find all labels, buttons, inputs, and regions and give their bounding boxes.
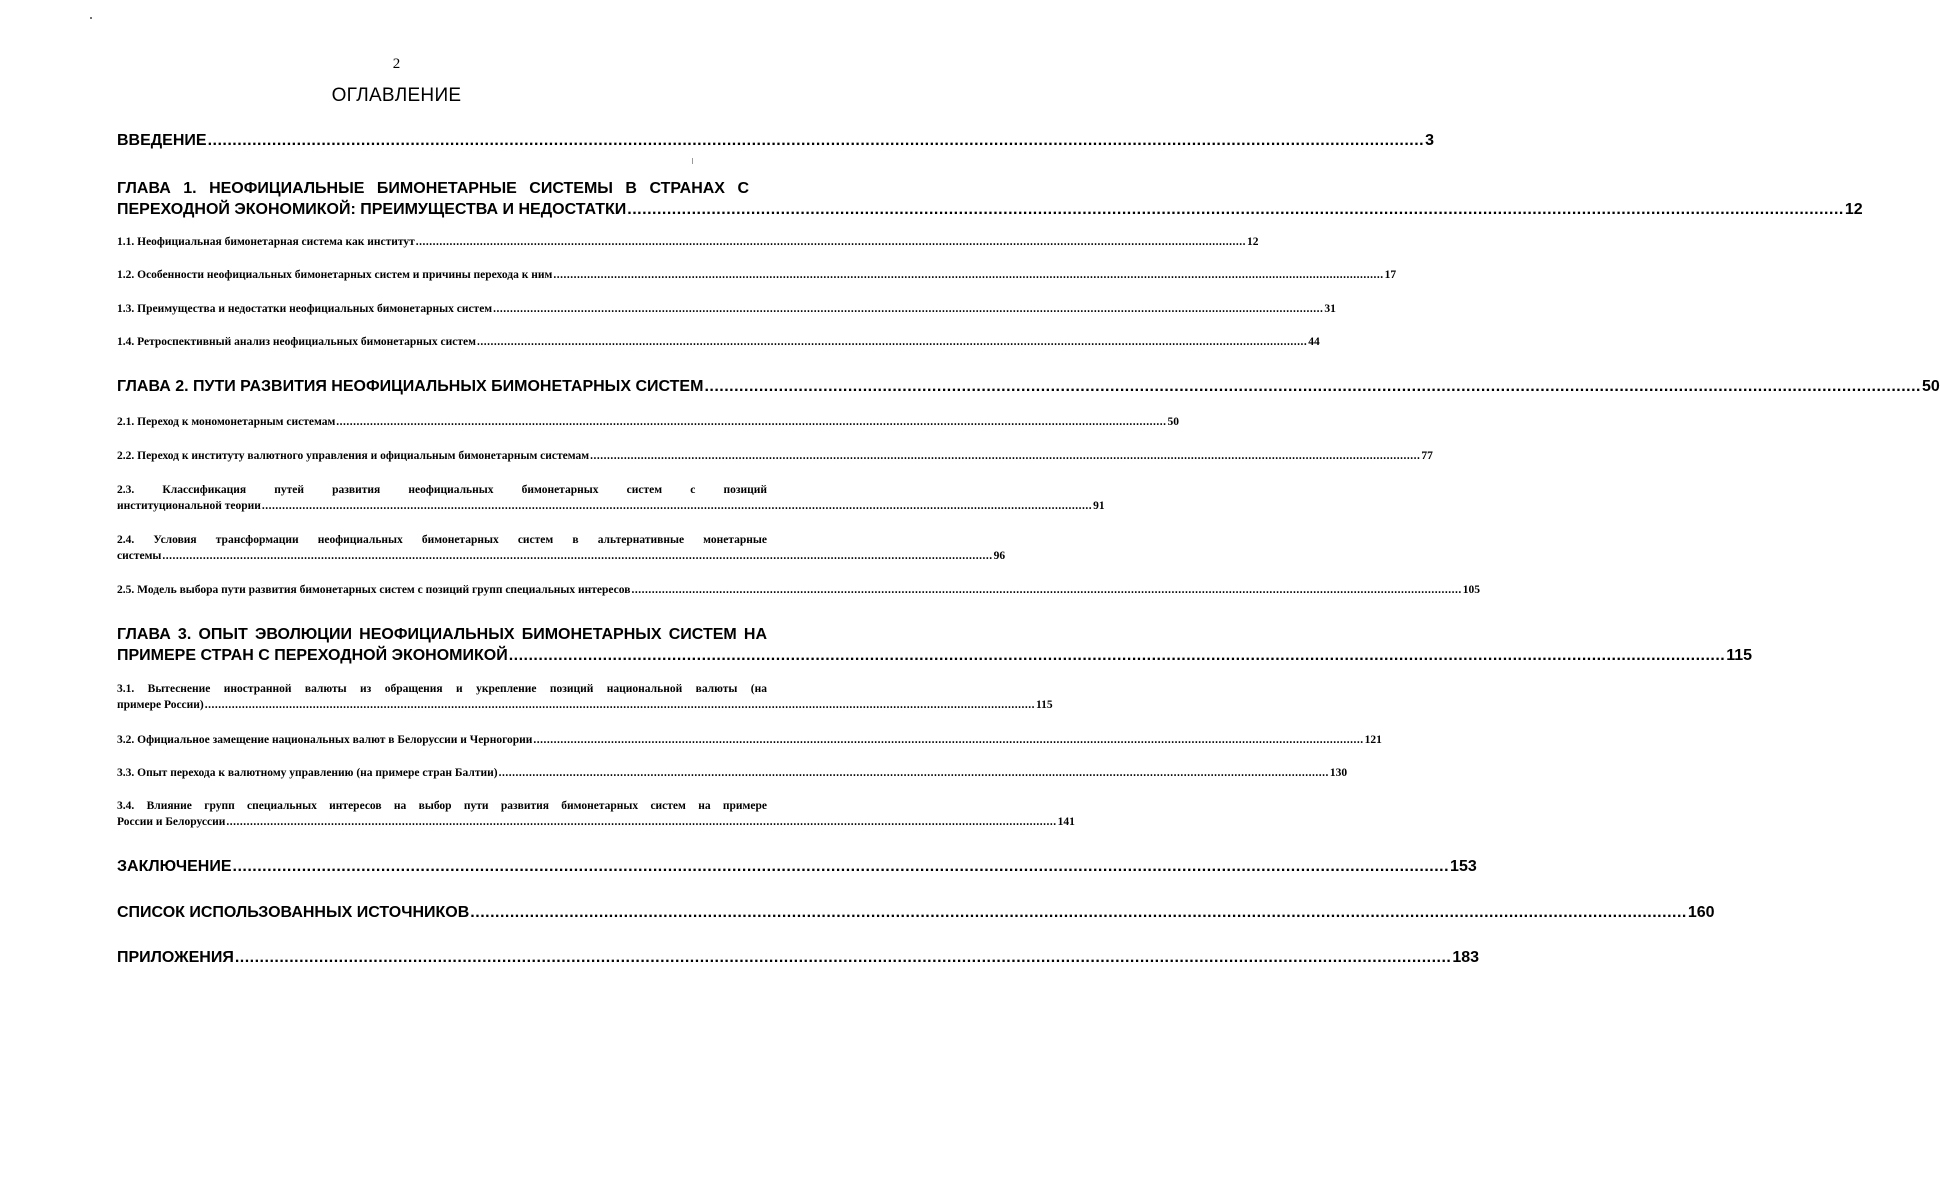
dot-leader: ...................................................................................................................................................................................................................................................... — [553, 269, 1384, 281]
toc-entry-label: ГЛАВА 2. ПУТИ РАЗВИТИЯ НЕОФИЦИАЛЬНЫХ БИМОНЕТАРНЫХ СИСТЕМ — [117, 378, 704, 395]
toc-entry-label: 2.4. Условия трансформации неофициальных бимонетарных систем в альтернативные монетарные — [117, 534, 767, 546]
toc-entry-label: ГЛАВА 1. НЕОФИЦИАЛЬНЫЕ БИМОНЕТАРНЫЕ СИСТЕМЫ В СТРАНАХ С — [117, 180, 749, 197]
toc-page-number: 44 — [1308, 336, 1320, 348]
toc-page-number: 31 — [1324, 303, 1336, 315]
dot-leader: ...................................................................................................................................................................................................................................................... — [590, 450, 1421, 462]
dot-leader: ...................................................................................................................................................................................................................................................... — [704, 378, 1921, 395]
toc-entry-label-cont: ПРИМЕРЕ СТРАН С ПЕРЕХОДНОЙ ЭКОНОМИКОЙ — [117, 647, 508, 664]
dot-leader: ...................................................................................................................................................................................................................................................... — [415, 236, 1247, 248]
page-title: ОГЛАВЛЕНИЕ — [331, 85, 462, 106]
toc-page-number: 96 — [993, 550, 1006, 562]
toc-page-number: 115 — [1036, 699, 1053, 711]
toc-entry-label: 3.4. Влияние групп специальных интересов на выбор пути развития бимонетарных систем на примере — [117, 800, 767, 812]
dot-leader: ...................................................................................................................................................................................................................................................... — [232, 858, 1450, 875]
toc-page-number: 12 — [1844, 201, 1863, 218]
toc-entry-section-3-1[interactable] — [117, 681, 1053, 713]
toc-entry-chapter-3[interactable] — [117, 624, 1753, 666]
toc-entry-section-2-2[interactable] — [117, 448, 1433, 464]
toc-entry-label: 3.1. Вытеснение иностранной валюты из обращения и укрепление позиций национальной валюты (на — [117, 683, 767, 695]
toc-entry-label-cont: системы — [117, 550, 162, 562]
toc-entry-label: ВВЕДЕНИЕ — [117, 132, 207, 149]
toc-entry-conclusion[interactable] — [117, 856, 1477, 877]
toc-entry-label: ПРИЛОЖЕНИЯ — [117, 949, 234, 966]
toc-entry-label: СПИСОК ИСПОЛЬЗОВАННЫХ ИСТОЧНИКОВ — [117, 904, 470, 921]
toc-page-number: 3 — [1425, 132, 1435, 149]
toc-page-number: 115 — [1726, 647, 1753, 664]
toc-entry-label: 2.5. Модель выбора пути развития бимонетарных систем с позиций групп специальных интересов — [117, 584, 631, 596]
dot-leader: ...................................................................................................................................................................................................................................................... — [627, 201, 1844, 218]
toc-entry-label: 3.2. Официальное замещение национальных валют в Белоруссии и Черногории — [117, 734, 533, 746]
dot-leader: ...................................................................................................................................................................................................................................................... — [336, 416, 1167, 428]
toc-page-number: 153 — [1450, 858, 1477, 875]
toc-entry-label: 2.3. Классификация путей развития неофициальных бимонетарных систем с позиций — [117, 484, 767, 496]
page-number: 2 — [392, 56, 401, 72]
toc-entry-label-cont: России и Белоруссии — [117, 816, 226, 828]
toc-entry-section-3-2[interactable] — [117, 732, 1382, 748]
toc-page-number: 12 — [1247, 236, 1259, 248]
toc-entry-label: 1.2. Особенности неофициальных бимонетарных систем и причины перехода к ним — [117, 269, 553, 281]
dot-leader: ...................................................................................................................................................................................................................................................... — [234, 949, 1452, 966]
toc-entry-section-2-5[interactable] — [117, 582, 1480, 598]
dot-leader: ...................................................................................................................................................................................................................................................... — [204, 699, 1035, 711]
toc-page-number: 121 — [1364, 734, 1382, 746]
toc-entry-chapter-2[interactable] — [117, 376, 1940, 397]
toc-entry-chapter-1[interactable] — [117, 178, 1863, 220]
toc-entry-section-2-1[interactable] — [117, 414, 1180, 430]
scan-speck — [90, 17, 92, 19]
toc-entry-section-3-4[interactable] — [117, 798, 1075, 830]
toc-entry-section-1-4[interactable] — [117, 334, 1320, 350]
toc-entry-label: ЗАКЛЮЧЕНИЕ — [117, 858, 232, 875]
dot-leader: ...................................................................................................................................................................................................................................................... — [261, 500, 1093, 512]
toc-entry-label: 1.3. Преимущества и недостатки неофициальных бимонетарных систем — [117, 303, 493, 315]
scan-mark — [692, 158, 693, 164]
toc-entry-section-1-2[interactable] — [117, 267, 1397, 283]
dot-leader: ...................................................................................................................................................................................................................................................... — [498, 767, 1329, 779]
toc-page-number: 50 — [1921, 378, 1940, 395]
toc-entry-introduction[interactable] — [117, 130, 1435, 151]
toc-page-number: 91 — [1093, 500, 1105, 512]
toc-entry-label: 2.2. Переход к институту валютного управления и официальным бимонетарным системам — [117, 450, 590, 462]
toc-entry-label: 2.1. Переход к мономонетарным системам — [117, 416, 336, 428]
dot-leader: ...................................................................................................................................................................................................................................................... — [493, 303, 1324, 315]
dot-leader: ...................................................................................................................................................................................................................................................... — [470, 904, 1687, 921]
toc-entry-section-2-3[interactable] — [117, 482, 1105, 514]
toc-entry-label: 1.1. Неофициальная бимонетарная система как институт — [117, 236, 415, 248]
toc-page-number: 183 — [1452, 949, 1480, 966]
toc-entry-section-2-4[interactable] — [117, 532, 1006, 564]
toc-page-number: 141 — [1057, 816, 1075, 828]
toc-entry-section-1-3[interactable] — [117, 301, 1336, 317]
dot-leader: ...................................................................................................................................................................................................................................................... — [631, 584, 1462, 596]
dot-leader: ...................................................................................................................................................................................................................................................... — [533, 734, 1364, 746]
toc-page-number: 77 — [1421, 450, 1433, 462]
toc-entry-appendix[interactable] — [117, 947, 1480, 968]
toc-entry-section-3-3[interactable] — [117, 765, 1348, 781]
toc-entry-label: 1.4. Ретроспективный анализ неофициальных бимонетарных систем — [117, 336, 476, 348]
toc-entry-label-cont: институциональной теории — [117, 500, 261, 512]
toc-entry-label: ГЛАВА 3. ОПЫТ ЭВОЛЮЦИИ НЕОФИЦИАЛЬНЫХ БИМОНЕТАРНЫХ СИСТЕМ НА — [117, 626, 767, 643]
toc-page-number: 160 — [1687, 904, 1715, 921]
dot-leader: ...................................................................................................................................................................................................................................................... — [508, 647, 1726, 664]
toc-entry-section-1-1[interactable] — [117, 234, 1259, 250]
toc-entry-label-cont: примере России) — [117, 699, 204, 711]
toc-entry-sources[interactable] — [117, 902, 1715, 923]
dot-leader: ...................................................................................................................................................................................................................................................... — [476, 336, 1308, 348]
dot-leader: ...................................................................................................................................................................................................................................................... — [226, 816, 1057, 828]
dot-leader: ...................................................................................................................................................................................................................................................... — [162, 550, 993, 562]
toc-page-number: 17 — [1384, 269, 1397, 281]
toc-page-number: 130 — [1329, 767, 1348, 779]
toc-page-number: 50 — [1167, 416, 1180, 428]
toc-page-number: 105 — [1462, 584, 1480, 596]
toc-entry-label: 3.3. Опыт перехода к валютному управлению (на примере стран Балтии) — [117, 767, 498, 779]
dot-leader: ...................................................................................................................................................................................................................................................... — [207, 132, 1425, 149]
toc-entry-label-cont: ПЕРЕХОДНОЙ ЭКОНОМИКОЙ: ПРЕИМУЩЕСТВА И НЕДОСТАТКИ — [117, 201, 627, 218]
